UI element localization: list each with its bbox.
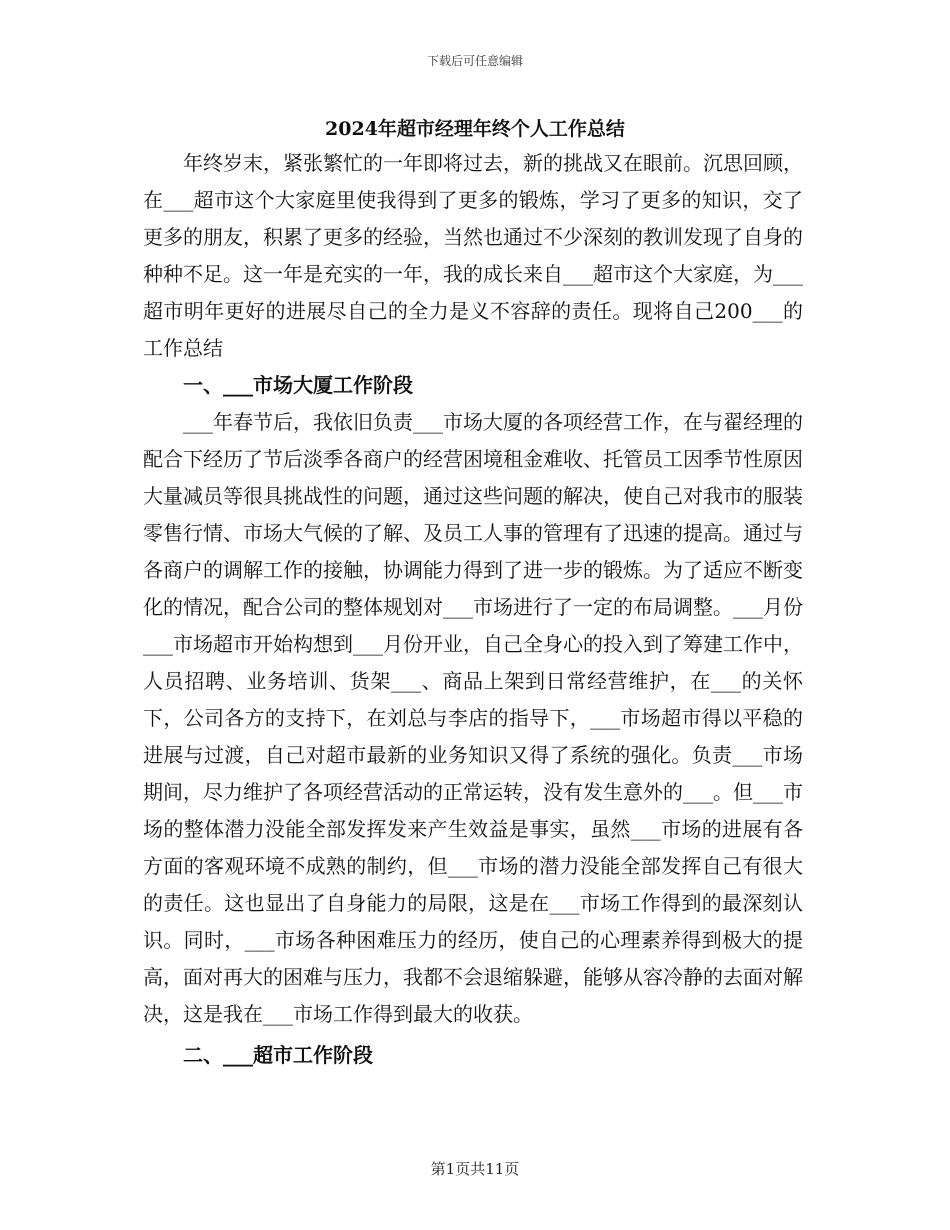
document-body (143, 145, 803, 1074)
section-1-heading: 一、___市场大厦工作阶段 (183, 373, 413, 397)
intro-paragraph: 年终岁末，紧张繁忙的一年即将过去，新的挑战又在眼前。沉思回顾，在___超市这个大家庭里使我得到了更多的锻炼，学习了更多的知识，交了更多的朋友，积累了更多的经验，当然也通过不少深刻的教训发现了自身的种种不足。这一年是充实的一年，我的成长来自___超市这个大家庭，为___超市明年更好的进展尽自己的全力是义不容辞的责任。现将自己200___的工作总结 (143, 151, 803, 360)
page-number-footer: 第1页共11页 (430, 1160, 520, 1178)
section-1-paragraph: ___年春节后，我依旧负责___市场大厦的各项经营工作，在与翟经理的配合下经历了节后淡季各商户的经营困境租金难收、托管员工因季节性原因大量减员等很具挑战性的问题，通过这些问题的解决，使自己对我市的服装零售行情、市场大气候的了解、及员工人事的管理有了迅速的提高。通过与各商户的调解工作的接触，协调能力得到了进一步的锻炼。为了适应不断变化的情况，配合公司的整体规划对___市场进行了一定的布局调整。___月份___市场超市开始构想到___月份开业，自己全身心的投入到了筹建工作中，人员招聘、业务培训、货架___、商品上架到日常经营维护，在___的关怀下，公司各方的支持下，在刘总与李店的指导下，___市场超市得以平稳的进展与过渡，自己对超市最新的业务知识又得了系统的强化。负责___市场期间，尽力维护了各项经营活动的正常运转，没有发生意外的___。但___市场的整体潜力没能全部发挥发来产生效益是事实，虽然___市场的进展有各方面的客观环境不成熟的制约，但___市场的潜力没能全部发挥自己有很大的责任。这也显出了自身能力的局限，这是在___市场工作得到的最深刻认识。同时，___市场各种困难压力的经历，使自己的心理素养得到极大的提高，面对再大的困难与压力，我都不会退缩躲避，能够从容冷静的去面对解决，这是我在___市场工作得到最大的收获。 (143, 410, 803, 1026)
document-title: 2024年超市经理年终个人工作总结 (325, 118, 625, 140)
section-2-heading: 二、___超市工作阶段 (183, 1043, 373, 1067)
header-note: 下载后可任意编辑 (426, 54, 523, 68)
